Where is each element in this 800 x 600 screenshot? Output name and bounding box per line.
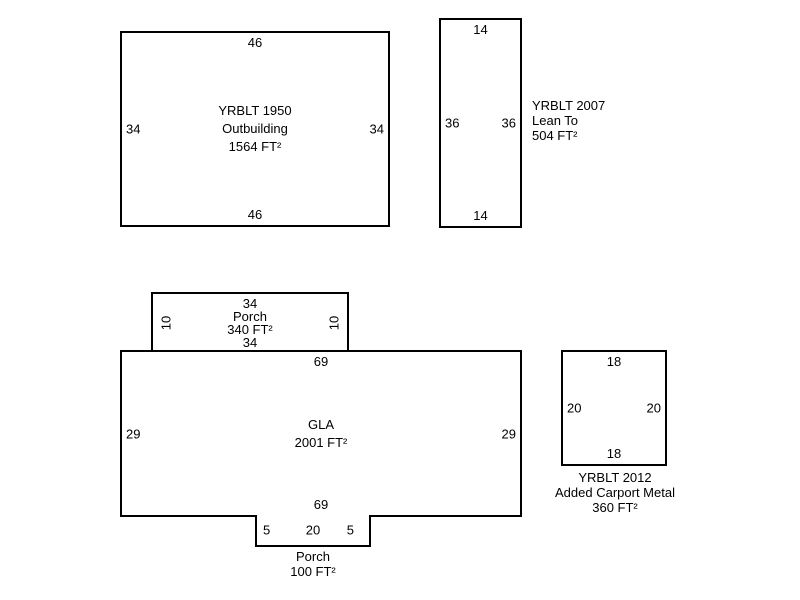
attached-porch-area: 340 FT²: [227, 322, 273, 337]
front-porch-dim-width: 20: [305, 522, 321, 538]
lean-to-dim-top: 14: [473, 22, 488, 37]
front-porch-name: Porch: [296, 549, 330, 564]
front-porch-dim-right: 5: [346, 522, 354, 538]
lean-to-dim-left: 36: [445, 115, 460, 131]
attached-porch-label: [153, 294, 347, 352]
front-porch-outline: [255, 515, 371, 547]
lean-to-name: Lean To: [532, 113, 579, 128]
outbuilding-dim-top: 46: [247, 35, 263, 50]
lean-to-label: [532, 98, 605, 143]
attached-porch-outline: [151, 292, 349, 352]
attached-porch-dim-top: 34: [242, 296, 258, 311]
gla-dim-right: 29: [501, 426, 516, 441]
carport-dim-bottom: 18: [606, 446, 622, 461]
gla-dim-left: 29: [126, 426, 141, 441]
outbuilding-area: 1564 FT²: [228, 139, 282, 154]
outbuilding-outline: [120, 31, 390, 227]
outbuilding-name: Outbuilding: [222, 121, 288, 136]
gla-dim-top: 69: [313, 354, 329, 369]
outbuilding-label: [122, 33, 388, 225]
front-porch-area: 100 FT²: [290, 564, 336, 579]
lean-to-year-built: YRBLT 2007: [532, 98, 606, 113]
attached-porch-dim-bottom: 34: [242, 335, 258, 350]
front-porch-label: [255, 549, 371, 579]
carport-dim-right: 20: [646, 400, 661, 416]
gla-area: 2001 FT²: [294, 434, 348, 450]
carport-dim-top: 18: [606, 354, 622, 369]
outbuilding-dim-left: 34: [126, 121, 141, 137]
gla-label: [122, 352, 520, 515]
carport-outline: [561, 350, 667, 466]
attached-porch-dim-right: 10: [326, 315, 342, 331]
carport-year-built: YRBLT 2012: [578, 470, 652, 485]
outbuilding-dim-bottom: 46: [247, 207, 263, 222]
carport-name: Added Carport Metal: [555, 485, 675, 500]
gla-name: GLA: [307, 416, 334, 432]
outbuilding-year-built: YRBLT 1950: [218, 103, 292, 118]
attached-porch-name: Porch: [233, 309, 267, 324]
outbuilding-dim-right: 34: [369, 121, 384, 137]
lean-to-dim-bottom: 14: [473, 208, 488, 223]
carport-area: 360 FT²: [592, 500, 638, 515]
lean-to-outline: [439, 18, 522, 228]
lean-to-area: 504 FT²: [532, 128, 578, 143]
gla-dim-bottom: 69: [313, 497, 329, 512]
attached-porch-dim-left: 10: [158, 315, 174, 331]
lean-to-dim-right: 36: [501, 115, 516, 131]
carport-dim-left: 20: [567, 400, 582, 416]
gla-outline: [120, 350, 522, 517]
carport-label: [545, 470, 685, 515]
front-porch-dim-left: 5: [263, 522, 271, 538]
